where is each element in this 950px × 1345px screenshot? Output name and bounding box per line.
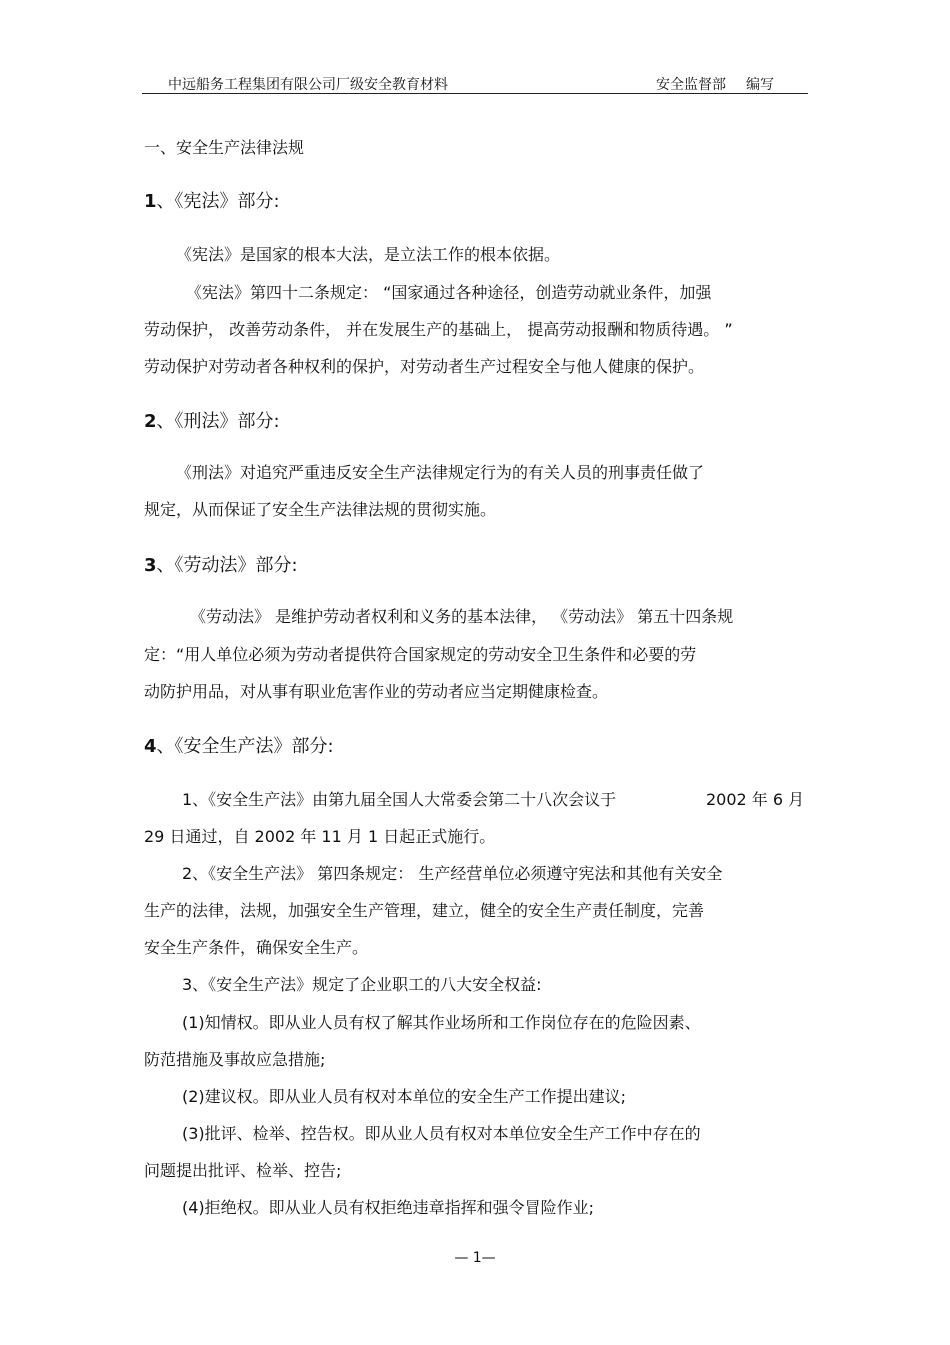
section-2-line: 《刑法》对追究严重违反安全生产法律规定行为的有关人员的刑事责任做了 <box>176 463 705 482</box>
section-1-title <box>144 187 280 213</box>
section-1-number: 1 <box>144 191 157 212</box>
right-item: (2)建议权。即从业人员有权对本单位的安全生产工作提出建议; <box>182 1087 627 1106</box>
section-1-label: 、《宪法》部分: <box>156 191 280 212</box>
section-4-title <box>144 732 334 758</box>
section-4-line: 3、《安全生产法》规定了企业职工的八大安全权益: <box>182 975 542 994</box>
section-4-line: 生产的法律，法规，加强安全生产管理，建立，健全的安全生产责任制度，完善 <box>144 901 705 920</box>
section-2-number: 2 <box>144 411 157 432</box>
section-3-line: 《劳动法》 是维护劳动者权利和义务的基本法律， 《劳动法》 第五十四条规 <box>190 607 734 626</box>
section-4-label: 、《安全生产法》部分: <box>156 736 334 757</box>
section-1-line: 《宪法》第四十二条规定： “国家通过各种途径，创造劳动就业条件，加强 <box>186 283 712 302</box>
section-1-line: 《宪法》是国家的根本大法，是立法工作的根本依据。 <box>176 245 561 264</box>
page-number: — 1— <box>454 1250 496 1266</box>
section-2-title <box>144 407 280 433</box>
header-author: 编写 <box>746 77 774 93</box>
right-item: (4)拒绝权。即从业人员有权拒绝违章指挥和强令冒险作业; <box>182 1198 595 1217</box>
right-item: 问题提出批评、检举、控告; <box>144 1161 342 1180</box>
section-4-line: 2002 年 6 月 <box>706 790 805 809</box>
header-dept: 安全监督部 <box>656 77 726 93</box>
right-item: (3)批评、检举、控告权。即从业人员有权对本单位安全生产工作中存在的 <box>182 1124 701 1143</box>
section-2-label: 、《刑法》部分: <box>156 411 280 432</box>
section-3-line: 定：“用人单位必须为劳动者提供符合国家规定的劳动安全卫生条件和必要的劳 <box>144 645 697 664</box>
section-4-line: 安全生产条件，确保安全生产。 <box>144 938 369 957</box>
section-4-number: 4 <box>144 736 157 757</box>
section-4-line: 29 日通过，自 2002 年 11 月 1 日起正式施行。 <box>144 827 496 846</box>
header-divider <box>142 93 808 94</box>
page-heading: 一、安全生产法律法规 <box>144 138 305 157</box>
section-1-line: 劳动保护对劳动者各种权利的保护，对劳动者生产过程安全与他人健康的保护。 <box>144 357 705 376</box>
section-1-line: 劳动保护， 改善劳动条件， 并在发展生产的基础上， 提高劳动报酬和物质待遇。 ” <box>144 320 733 339</box>
section-3-title <box>144 551 298 577</box>
section-4-line: 2、《安全生产法》 第四条规定： 生产经营单位必须遵守宪法和其他有关安全 <box>182 864 723 883</box>
right-item: 防范措施及事故应急措施; <box>144 1050 326 1069</box>
section-3-line: 动防护用品，对从事有职业危害作业的劳动者应当定期健康检查。 <box>144 682 609 701</box>
section-2-line: 规定，从而保证了安全生产法律法规的贯彻实施。 <box>144 500 497 519</box>
section-3-label: 、《劳动法》部分: <box>156 555 298 576</box>
right-item: (1)知情权。即从业人员有权了解其作业场所和工作岗位存在的危险因素、 <box>182 1013 701 1032</box>
section-4-line: 1、《安全生产法》由第九届全国人大常委会第二十八次会议于 <box>182 790 617 809</box>
header-title: 中远船务工程集团有限公司厂级安全教育材料 <box>168 77 448 93</box>
section-3-number: 3 <box>144 555 157 576</box>
